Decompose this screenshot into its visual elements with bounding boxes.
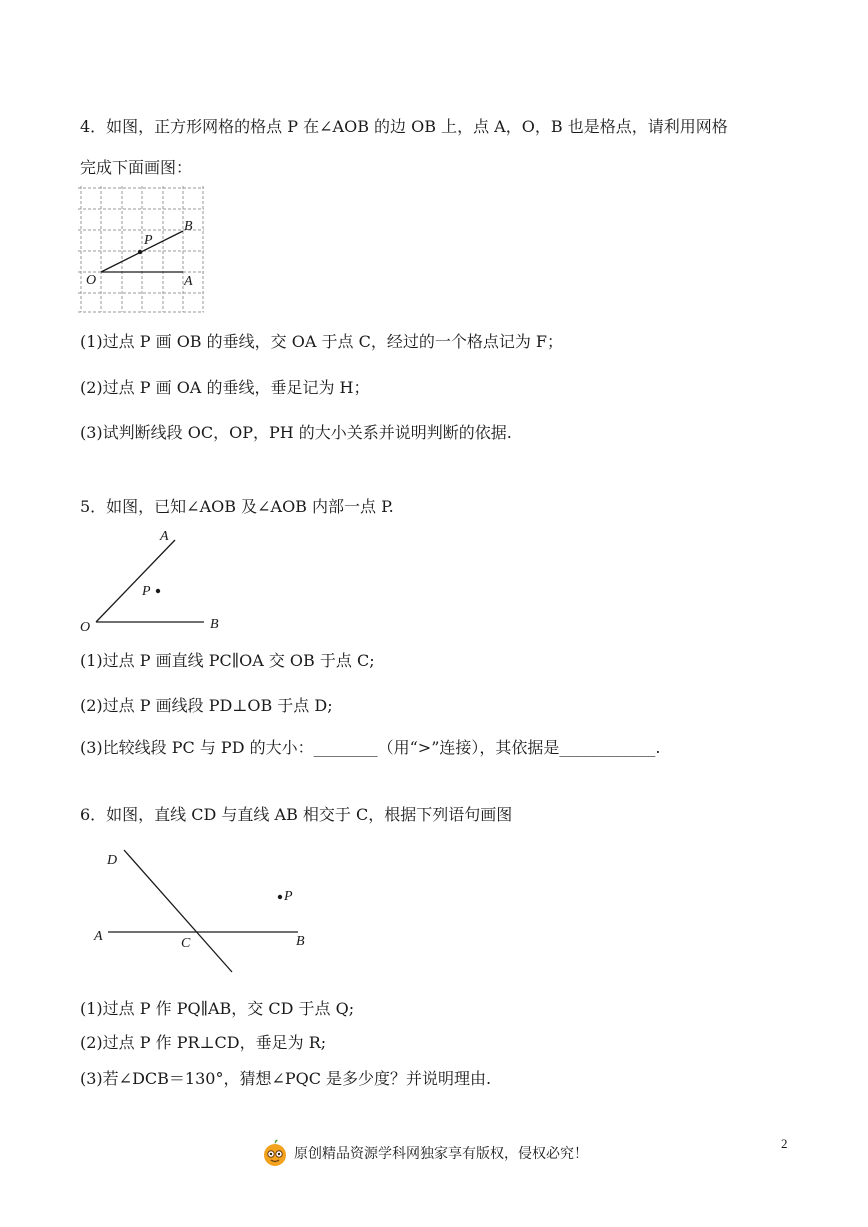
q5-label-o: O [80,620,91,635]
q4-label-b: B [184,219,193,234]
q5-point-p [156,589,160,593]
q5-angle-figure [76,526,236,636]
q4-label-a: A [184,274,193,289]
q6-label-c: C [181,936,191,951]
footer-copyright-text: 原创精品资源学科网独家享有版权，侵权必究！ [294,1146,588,1162]
q4-stem-line2: 完成下面画图： [80,158,193,177]
q5-item-1: (1)过点 P 画直线 PC∥OA 交 OB 于点 C; [80,651,375,670]
q5-label-a: A [160,529,169,544]
q5-ray-oa [96,540,175,622]
q6-label-d: D [107,853,118,868]
q6-line-cd [124,850,232,972]
q5-stem: 5．如图，已知∠AOB 及∠AOB 内部一点 P. [80,497,394,516]
q4-grid-figure [78,186,218,316]
q6-label-a: A [94,929,103,944]
footer [262,1138,588,1168]
q5-item-2: (2)过点 P 画线段 PD⊥OB 于点 D; [80,696,333,715]
q4-stem-line1: 4．如图，正方形网格的格点 P 在∠AOB 的边 OB 上，点 A，O，B 也是格点，请利用网格 [80,117,728,136]
q4-grid [78,186,204,312]
q5-item-3: (3)比较线段 PC 与 PD 的大小：________（用“>”连接），其依据是____________. [80,738,661,757]
q4-label-p: P [144,233,153,248]
q6-label-b: B [296,934,305,949]
q6-label-p: P [284,889,293,904]
q6-item-1: (1)过点 P 作 PQ∥AB，交 CD 于点 Q; [80,999,355,1018]
q6-lines-figure [90,846,320,976]
q5-label-b: B [210,617,219,632]
q6-item-3: (3)若∠DCB＝130°，猜想∠PQC 是多少度？并说明理由. [80,1069,492,1088]
orange-logo-icon [262,1139,288,1167]
q6-item-2: (2)过点 P 作 PR⊥CD，垂足为 R; [80,1033,327,1052]
q4-item-3: (3)试判断线段 OC，OP，PH 的大小关系并说明判断的依据. [80,423,512,442]
q4-point-p [138,250,142,254]
page-number: 2 [781,1136,788,1151]
q6-point-p [278,895,282,899]
q5-label-p: P [142,584,151,599]
q6-stem: 6．如图，直线 CD 与直线 AB 相交于 C，根据下列语句画图 [80,805,513,824]
q4-item-1: (1)过点 P 画 OB 的垂线，交 OA 于点 C，经过的一个格点记为 F； [80,332,564,351]
q4-label-o: O [86,273,97,288]
q4-item-2: (2)过点 P 画 OA 的垂线，垂足记为 H； [80,378,370,397]
